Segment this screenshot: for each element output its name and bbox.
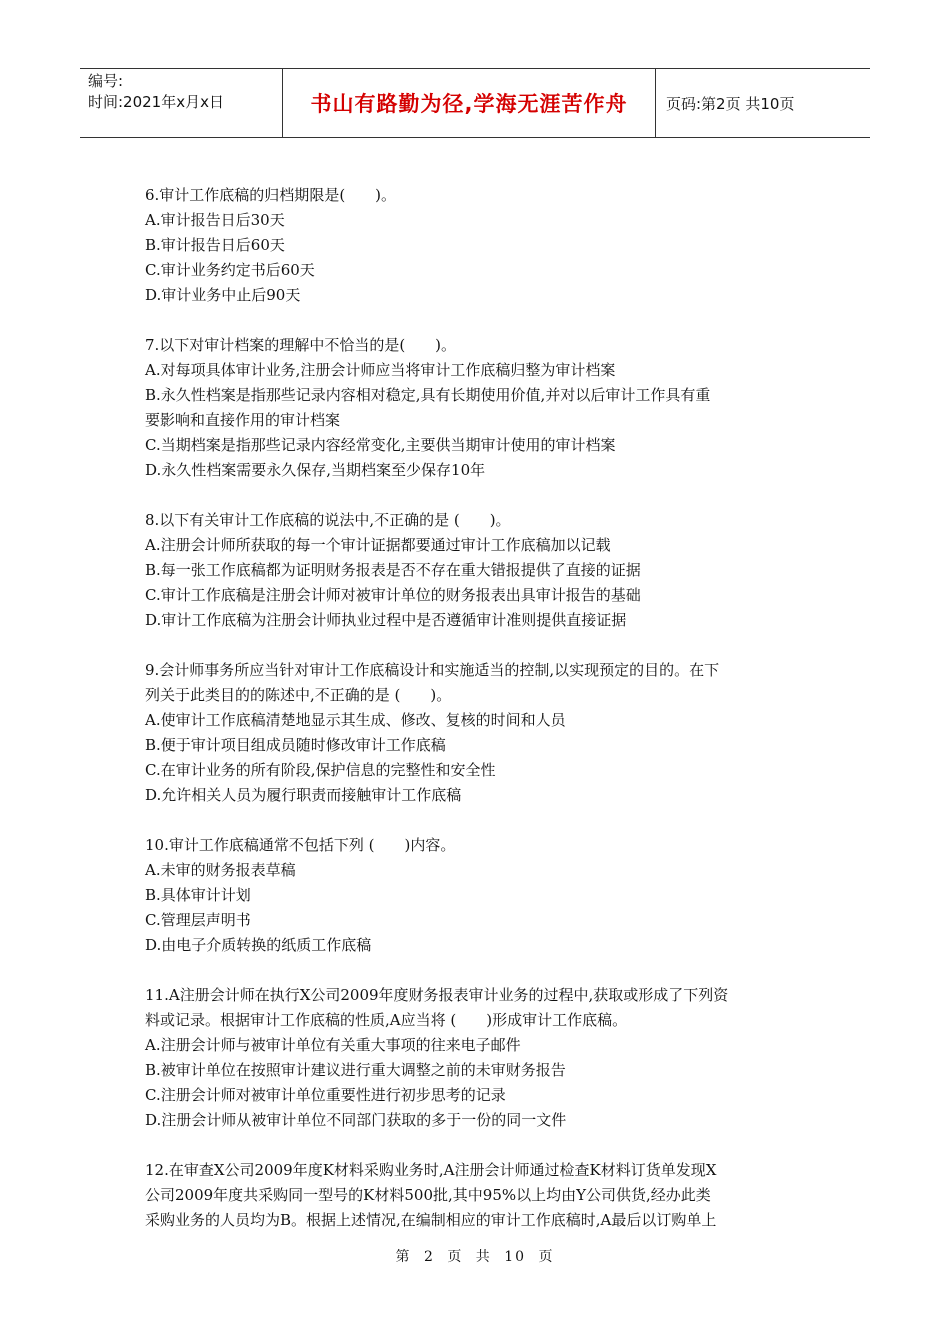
- question-8: [145, 508, 810, 633]
- option-a: A.未审的财务报表草稿: [145, 861, 296, 879]
- page-header: [80, 68, 870, 138]
- header-page-number: 页码:第2页 共10页: [666, 94, 795, 113]
- question-12: [145, 1158, 810, 1233]
- option-a: A.对每项具体审计业务,注册会计师应当将审计工作底稿归整为审计档案: [145, 361, 616, 379]
- document-date: 时间:2021年x月x日: [88, 93, 224, 111]
- option-c: C.在审计业务的所有阶段,保护信息的完整性和安全性: [145, 761, 496, 779]
- option-d: D.永久性档案需要永久保存,当期档案至少保存10年: [145, 461, 486, 479]
- option-a: A.使审计工作底稿清楚地显示其生成、修改、复核的时间和人员: [145, 711, 566, 729]
- option-a: A.审计报告日后30天: [145, 211, 285, 229]
- footer-page-word: 页: [447, 1249, 464, 1265]
- document-body: [145, 183, 810, 1258]
- option-b-continued: 要影响和直接作用的审计档案: [145, 411, 341, 429]
- question-stem: 12.在审查X公司2009年度K材料采购业务时,A注册会计师通过检查K材料订货单发现X: [145, 1161, 717, 1179]
- option-a: A.注册会计师所获取的每一个审计证据都要通过审计工作底稿加以记载: [145, 536, 611, 554]
- header-meta: [80, 69, 282, 137]
- option-c: C.管理层声明书: [145, 911, 251, 929]
- option-c: C.当期档案是指那些记录内容经常变化,主要供当期审计使用的审计档案: [145, 436, 616, 454]
- header-motto: 书山有路勤为径,学海无涯苦作舟: [282, 69, 656, 137]
- question-6: [145, 183, 810, 308]
- option-d: D.审计业务中止后90天: [145, 286, 301, 304]
- option-d: D.允许相关人员为履行职责而接触审计工作底稿: [145, 786, 462, 804]
- question-stem: 8.以下有关审计工作底稿的说法中,不正确的是 ( )。: [145, 511, 511, 529]
- question-stem: 9.会计师事务所应当针对审计工作底稿设计和实施适当的控制,以实现预定的目的。在下: [145, 661, 720, 679]
- question-stem: 7.以下对审计档案的理解中不恰当的是( )。: [145, 336, 457, 354]
- page-footer: [0, 1246, 950, 1266]
- option-b: B.便于审计项目组成员随时修改审计工作底稿: [145, 736, 446, 754]
- footer-total-word: 共: [475, 1249, 492, 1265]
- question-stem: 6.审计工作底稿的归档期限是( )。: [145, 186, 397, 204]
- question-11: [145, 983, 810, 1133]
- question-10: [145, 833, 810, 958]
- option-b: B.被审计单位在按照审计建议进行重大调整之前的未审财务报告: [145, 1061, 566, 1079]
- option-b: B.每一张工作底稿都为证明财务报表是否不存在重大错报提供了直接的证据: [145, 561, 641, 579]
- option-c: C.注册会计师对被审计单位重要性进行初步思考的记录: [145, 1086, 506, 1104]
- question-stem-continued: 采购业务的人员均为B。根据上述情况,在编制相应的审计工作底稿时,A最后以订购单上: [145, 1211, 717, 1229]
- option-c: C.审计业务约定书后60天: [145, 261, 315, 279]
- document-number-label: 编号:: [88, 72, 124, 90]
- option-c: C.审计工作底稿是注册会计师对被审计单位的财务报表出具审计报告的基础: [145, 586, 641, 604]
- footer-suffix: 页: [538, 1249, 555, 1265]
- question-stem: 11.A注册会计师在执行X公司2009年度财务报表审计业务的过程中,获取或形成了下列资: [145, 986, 729, 1004]
- footer-total-pages: 10: [504, 1249, 527, 1265]
- option-d: D.由电子介质转换的纸质工作底稿: [145, 936, 372, 954]
- question-9: [145, 658, 810, 808]
- footer-current-page: 2: [423, 1249, 435, 1265]
- option-b: B.审计报告日后60天: [145, 236, 285, 254]
- option-a: A.注册会计师与被审计单位有关重大事项的往来电子邮件: [145, 1036, 521, 1054]
- question-stem: 10.审计工作底稿通常不包括下列 ( )内容。: [145, 836, 456, 854]
- option-d: D.注册会计师从被审计单位不同部门获取的多于一份的同一文件: [145, 1111, 567, 1129]
- question-stem-continued: 料或记录。根据审计工作底稿的性质,A应当将 ( )形成审计工作底稿。: [145, 1011, 628, 1029]
- question-stem-continued: 列关于此类目的的陈述中,不正确的是 ( )。: [145, 686, 452, 704]
- footer-prefix: 第: [395, 1249, 412, 1265]
- option-b: B.具体审计计划: [145, 886, 251, 904]
- question-stem-continued: 公司2009年度共采购同一型号的K材料500批,其中95%以上均由Y公司供货,经办此类: [145, 1186, 711, 1204]
- question-7: [145, 333, 810, 483]
- option-b: B.永久性档案是指那些记录内容相对稳定,具有长期使用价值,并对以后审计工作具有重: [145, 386, 711, 404]
- option-d: D.审计工作底稿为注册会计师执业过程中是否遵循审计准则提供直接证据: [145, 611, 627, 629]
